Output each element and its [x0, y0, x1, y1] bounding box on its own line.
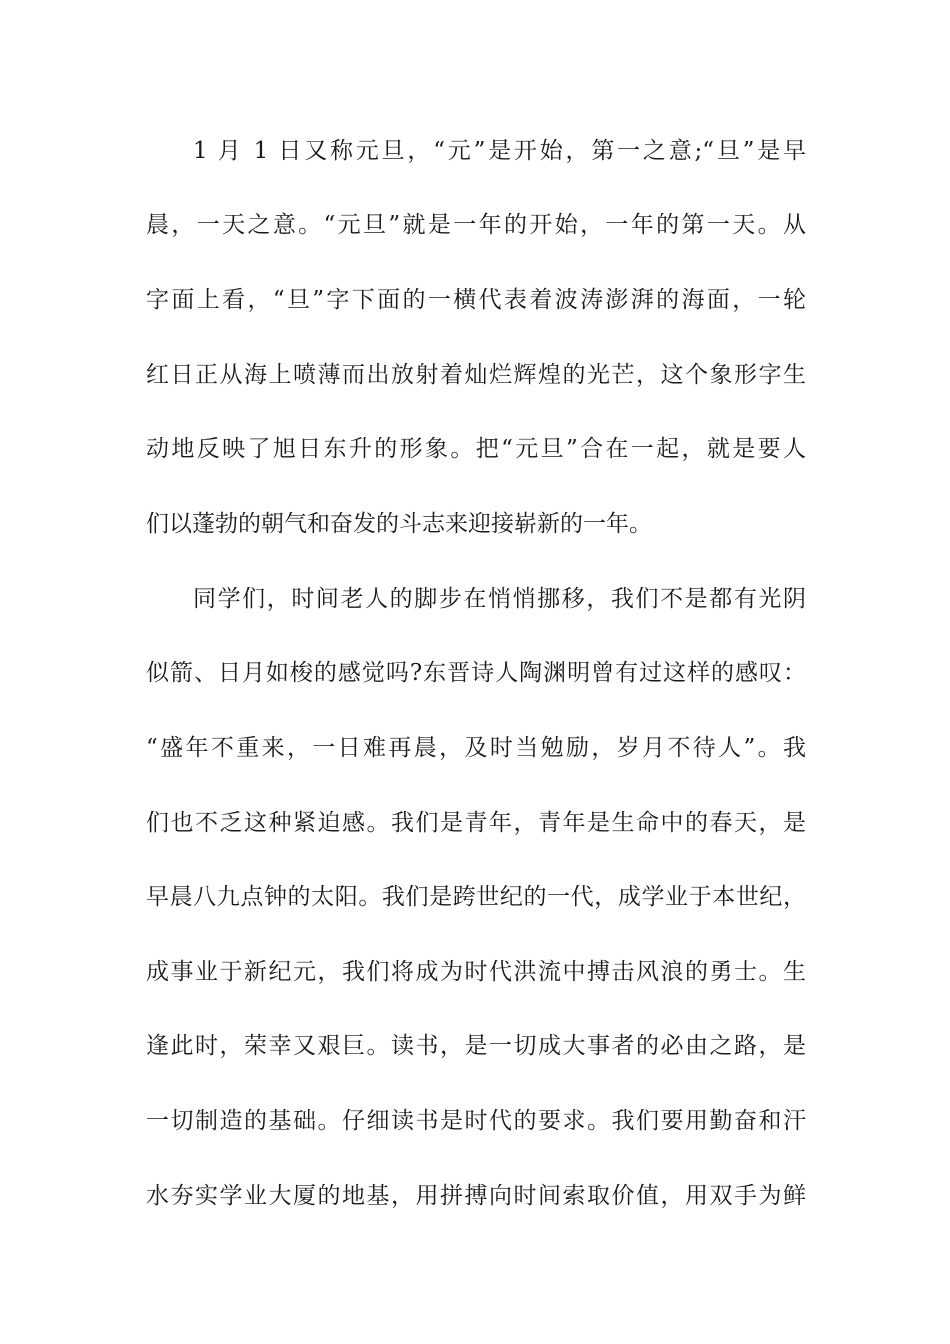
paragraph-2-line-7: 逢此时，荣幸又艰巨。读书，是一切成大事者的必由之路，是	[146, 1033, 806, 1059]
paragraph-2-line-4: 们也不乏这种紧迫感。我们是青年，青年是生命中的春天，是	[146, 810, 806, 836]
paragraph-2-line-3: “盛年不重来，一日难再晨，及时当勉励，岁月不待人”。我	[146, 735, 806, 761]
paragraph-1-line-1: 1 月 1 日又称元旦，“元”是开始，第一之意;“旦”是早	[193, 138, 806, 164]
paragraph-1-line-2: 晨，一天之意。“元旦”就是一年的开始，一年的第一天。从	[146, 212, 806, 238]
paragraph-1-line-6: 们以蓬勃的朝气和奋发的斗志来迎接崭新的一年。	[146, 511, 652, 537]
paragraph-2-line-9: 水夯实学业大厦的地基，用拼搏向时间索取价值，用双手为鲜	[146, 1183, 806, 1209]
paragraph-2-line-1: 同学们，时间老人的脚步在悄悄挪移，我们不是都有光阴	[193, 586, 806, 612]
paragraph-1-line-5: 动地反映了旭日东升的形象。把“元旦”合在一起，就是要人	[146, 436, 806, 462]
paragraph-2-line-2: 似箭、日月如梭的感觉吗?东晋诗人陶渊明曾有过这样的感叹：	[146, 660, 806, 686]
paragraph-2-line-5: 早晨八九点钟的太阳。我们是跨世纪的一代，成学业于本世纪，	[146, 884, 806, 910]
paragraph-2-line-6: 成事业于新纪元，我们将成为时代洪流中搏击风浪的勇士。生	[146, 959, 806, 985]
paragraph-2-line-8: 一切制造的基础。仔细读书是时代的要求。我们要用勤奋和汗	[146, 1108, 806, 1134]
paragraph-1-line-4: 红日正从海上喷薄而出放射着灿烂辉煌的光芒，这个象形字生	[146, 362, 806, 388]
paragraph-1-line-3: 字面上看，“旦”字下面的一横代表着波涛澎湃的海面，一轮	[146, 287, 806, 313]
